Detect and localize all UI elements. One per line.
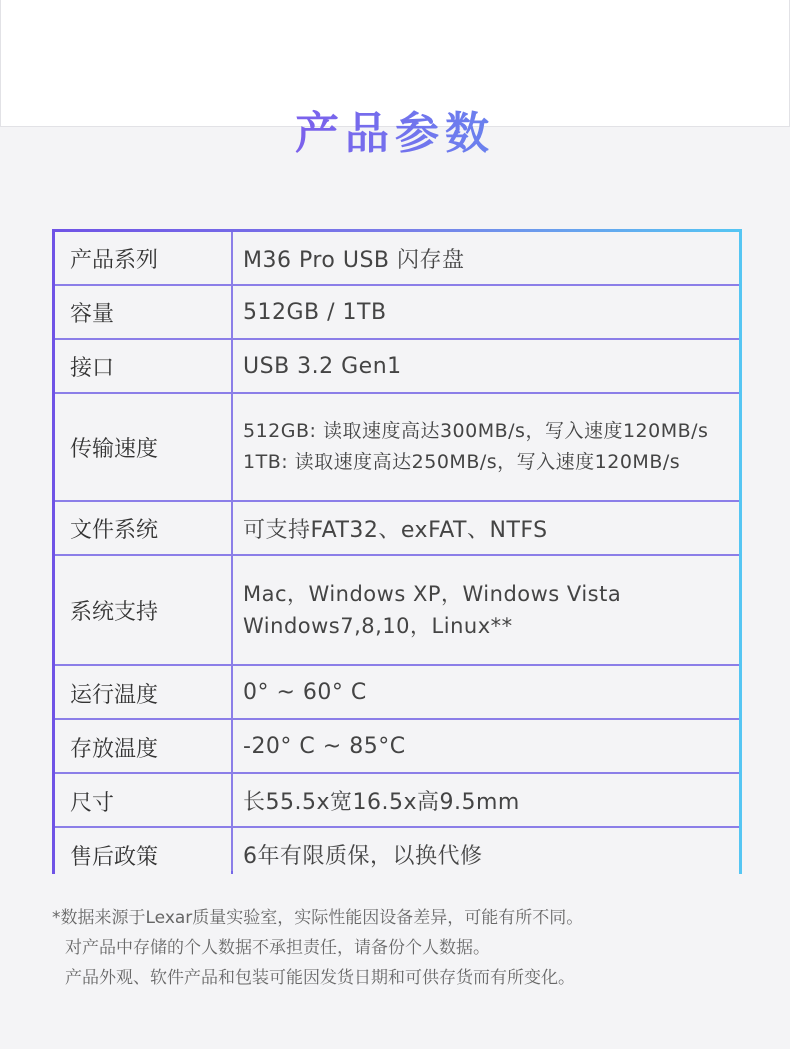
spec-value-capacity: 512GB / 1TB bbox=[233, 286, 739, 338]
spec-table bbox=[55, 232, 739, 871]
spec-value-storage-temp: -20° C ~ 85°C bbox=[233, 720, 739, 772]
spec-label-os-support: 系统支持 bbox=[55, 556, 231, 664]
spec-label-operating-temp: 运行温度 bbox=[55, 666, 231, 718]
spec-value-speed-line-2: 1TB: 读取速度高达250MB/s，写入速度120MB/s bbox=[243, 451, 681, 473]
spec-value-os-line-2: Windows7,8,10，Linux** bbox=[243, 614, 513, 638]
page-title: 产品参数 bbox=[0, 104, 790, 164]
spec-value-warranty: 6年有限质保，以换代修 bbox=[233, 828, 739, 880]
spec-value-series: M36 Pro USB 闪存盘 bbox=[233, 232, 739, 284]
spec-value-speed-line-1: 512GB: 读取速度高达300MB/s，写入速度120MB/s bbox=[243, 420, 709, 442]
footnote-line-2: 对产品中存储的个人数据不承担责任，请备份个人数据。 bbox=[65, 938, 490, 958]
spec-label-capacity: 容量 bbox=[55, 286, 231, 338]
spec-value-speed bbox=[233, 394, 739, 500]
spec-label-interface: 接口 bbox=[55, 340, 231, 392]
spec-label-warranty: 售后政策 bbox=[55, 828, 231, 880]
spec-value-operating-temp: 0° ~ 60° C bbox=[233, 666, 739, 718]
spec-label-storage-temp: 存放温度 bbox=[55, 720, 231, 772]
footnote-line-1: *数据来源于Lexar质量实验室，实际性能因设备差异，可能有所不同。 bbox=[52, 908, 584, 928]
spec-label-filesystem: 文件系统 bbox=[55, 502, 231, 554]
spec-label-dimensions: 尺寸 bbox=[55, 774, 231, 826]
spec-label-series: 产品系列 bbox=[55, 232, 231, 284]
footnote-line-3: 产品外观、软件产品和包装可能因发货日期和可供存货而有所变化。 bbox=[65, 968, 575, 988]
spec-value-os-support bbox=[233, 556, 739, 664]
spec-value-dimensions: 长55.5x宽16.5x高9.5mm bbox=[233, 774, 739, 826]
spec-value-filesystem: 可支持FAT32、exFAT、NTFS bbox=[233, 502, 739, 554]
spec-value-os-line-1: Mac，Windows XP，Windows Vista bbox=[243, 582, 622, 606]
footnote bbox=[52, 903, 752, 993]
spec-label-speed: 传输速度 bbox=[55, 394, 231, 500]
spec-value-interface: USB 3.2 Gen1 bbox=[233, 340, 739, 392]
spec-table-frame bbox=[52, 229, 742, 874]
